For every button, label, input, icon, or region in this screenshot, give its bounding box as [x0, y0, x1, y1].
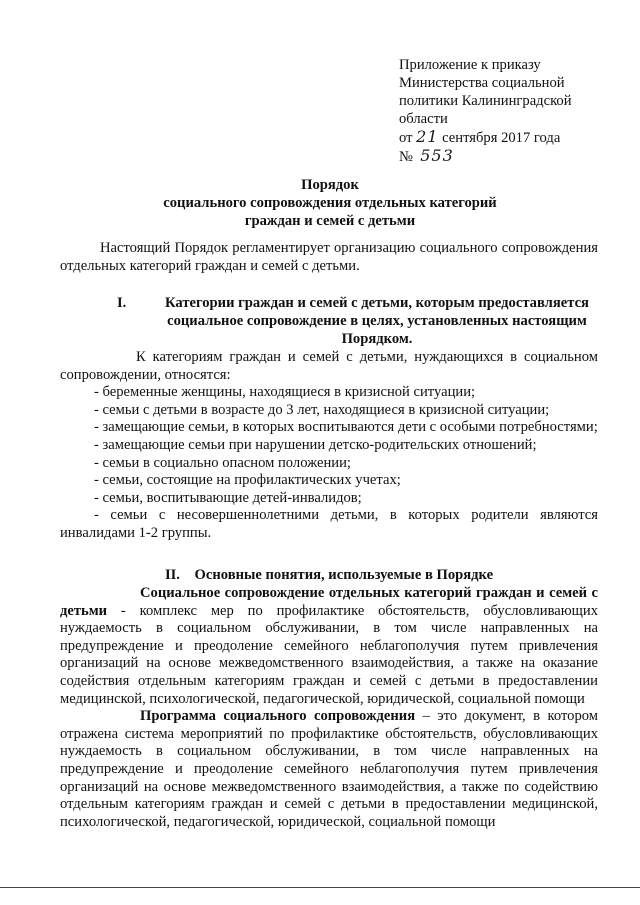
- definition-paragraph: [60, 585, 598, 708]
- definition-term: Программа социального сопровождения: [140, 708, 416, 725]
- title-line: социального сопровождения отдельных категорий: [163, 195, 497, 211]
- categories-list: [60, 349, 598, 543]
- list-item: - семьи с детьми в возрасте до 3 лет, находящиеся в кризисной ситуации;: [94, 401, 550, 418]
- handwritten-day: 21: [416, 127, 439, 146]
- list-item: - семьи в социально опасном положении;: [94, 454, 351, 471]
- title-line: Порядок: [301, 177, 359, 193]
- intro-paragraph: Настоящий Порядок регламентирует организацию социального сопровождения отдельных категорий граждан и семей с детьми.: [60, 240, 598, 274]
- section-2-heading: [60, 567, 598, 585]
- definitions: [60, 585, 598, 831]
- header-line: Приложение к приказу: [399, 57, 541, 73]
- document-title: [60, 176, 600, 230]
- header-line: политики Калининградской: [399, 93, 572, 109]
- section-heading-text: Категории граждан и семей с детьми, которым предоставляется социальное сопровождение в целях, установленных настоящим Порядком.: [165, 295, 589, 347]
- section-number: II.: [164, 567, 180, 583]
- page-bottom-rule: [0, 887, 640, 888]
- definition-text: - комплекс мер по профилактике обстоятельств, обусловливающих нуждаемость в социальном обслуживании, в том числе направленных на предупреждение и преодоление семейного неблагополучия путем привлечения организаций на основе межведомственного взаимодействия, а также на оказание содействия отдельным категориям граждан и семей с детьми в предоставлении медицинской, психологической, педагогической, юридической, социальной помощи: [60, 602, 598, 707]
- section-heading-text: Основные понятия, используемые в Порядке: [194, 567, 494, 583]
- title-line: граждан и семей с детьми: [244, 213, 416, 229]
- definition-text: – это документ, в котором отражена система мероприятий по профилактике обстоятельств, обусловливающих нуждаемость в социальном обслуживании, в том числе направленных на предупреждение и преодоление семейного неблагополучия путем привлечения организаций на основе межведомственного взаимодействия, а также по содействию отдельным категориям граждан и семей с детьми в предоставлении медицинской, психологической, педагогической, юридической, социальной помощи: [60, 708, 599, 830]
- list-item: - замещающие семьи, в которых воспитываются дети с особыми потребностями;: [94, 419, 598, 436]
- categories-lead: К категориям граждан и семей с детьми, нуждающихся в социальном сопровождении, относятся:: [60, 349, 598, 383]
- list-item: - семьи, состоящие на профилактических учетах;: [94, 472, 401, 489]
- header-line: области: [399, 111, 448, 127]
- number-prefix: №: [399, 149, 413, 165]
- section-number: I.: [117, 295, 127, 311]
- section-1-heading: [60, 294, 598, 348]
- definition-term: Социальное сопровождение отдельных категорий граждан и семей с детьми: [60, 585, 598, 619]
- definition-paragraph: [60, 708, 598, 831]
- header-number: [399, 147, 619, 166]
- date-prefix: от: [399, 130, 413, 146]
- handwritten-number: 553: [420, 146, 454, 165]
- list-item: - семьи, воспитывающие детей-инвалидов;: [94, 489, 362, 506]
- list-item: - беременные женщины, находящиеся в кризисной ситуации;: [94, 384, 476, 401]
- list-item: - семьи с несовершеннолетними детьми, в которых родители являются инвалидами 1-2 группы.: [60, 507, 598, 541]
- header-date: [399, 128, 619, 147]
- header-line: Министерства социальной: [399, 75, 565, 91]
- order-appendix-header: [399, 56, 619, 166]
- list-item: - замещающие семьи при нарушении детско-родительских отношений;: [94, 436, 537, 453]
- date-rest: сентября 2017 года: [442, 130, 561, 146]
